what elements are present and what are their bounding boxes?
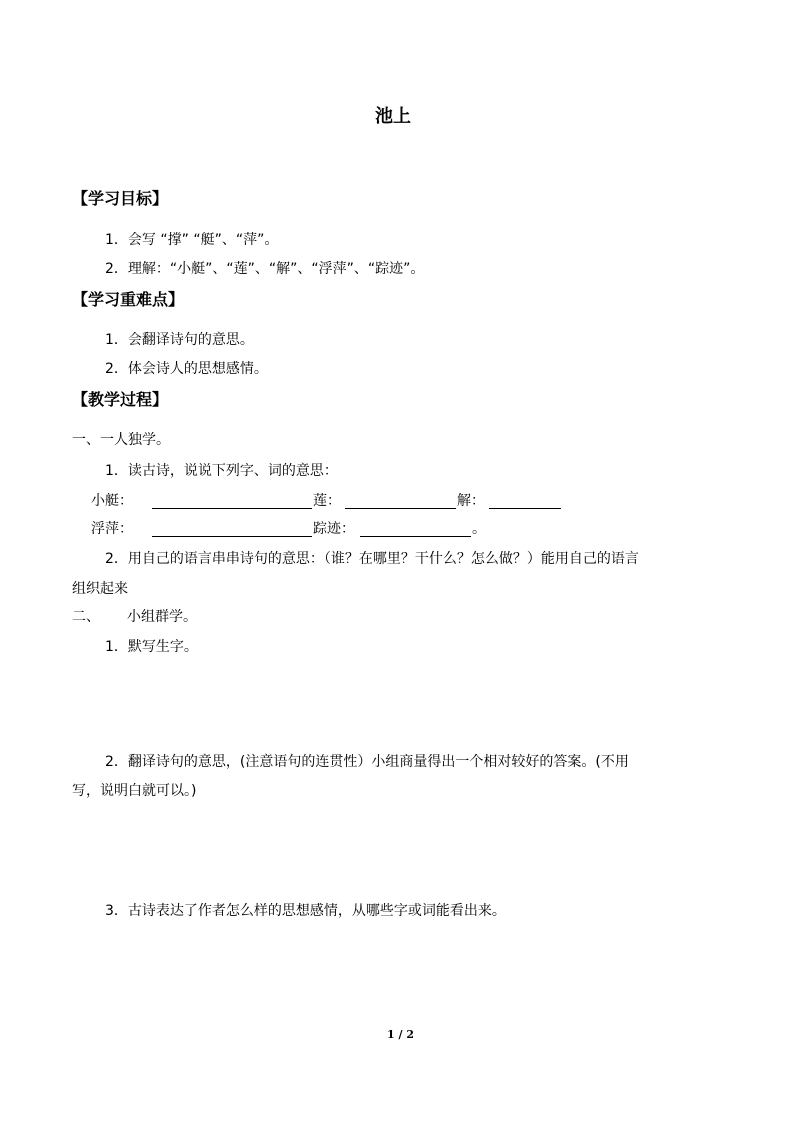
difficulty-item-2: 2．体会诗人的思想感情。 [105, 361, 268, 377]
part2-number: 二、 [72, 609, 100, 625]
page-title: 池上 [375, 106, 411, 127]
fill-label-fuping: 浮萍： [91, 521, 133, 537]
fill-blank-jie[interactable] [489, 508, 561, 509]
part1-question-1: 1．读古诗，说说下列字、词的意思： [105, 463, 338, 479]
fill-blank-xiaoting[interactable] [152, 508, 312, 509]
fill-blank-lian[interactable] [345, 508, 456, 509]
part2-question-2-line1: 2．翻译诗句的意思，(注意语句的连贯性）小组商量得出一个相对较好的答案。(不用 [105, 754, 629, 770]
section-heading-goals: 【学习目标】 [72, 189, 169, 208]
goal-item-1: 1．会写 “撑” “艇”、“萍”。 [105, 232, 279, 248]
difficulty-item-1: 1．会翻译诗句的意思。 [105, 332, 254, 348]
part2-question-2-line2: 写，说明白就可以。) [72, 783, 197, 799]
section-heading-difficulties: 【学习重难点】 [72, 290, 185, 309]
page-number: 1 / 2 [387, 1028, 414, 1041]
fill-label-jie: 解： [457, 493, 485, 509]
part2-question-1: 1．默写生字。 [105, 639, 198, 655]
part1-question-2-line1: 2．用自己的语言串串诗句的意思：（谁？在哪里？干什么？怎么做？）能用自己的语言 [105, 551, 639, 567]
part2-title: 小组群学。 [127, 609, 197, 625]
fill-label-lian: 莲： [313, 493, 341, 509]
part1-title: 一、一人独学。 [72, 432, 170, 448]
goal-item-2: 2．理解：“小艇”、“莲”、“解”、“浮萍”、“踪迹”。 [105, 261, 425, 277]
fill-blank-fuping[interactable] [152, 536, 312, 537]
fill-blank-zongji[interactable] [360, 536, 471, 537]
fill-label-zongji: 踪迹： [313, 521, 355, 537]
part1-question-2-line2: 组织起来 [72, 581, 128, 597]
fill-row2-end: 。 [472, 521, 486, 537]
part2-question-3: 3．古诗表达了作者怎么样的思想感情，从哪些字或词能看出来。 [105, 903, 506, 919]
section-heading-process: 【教学过程】 [72, 390, 169, 409]
fill-label-xiaoting: 小艇： [91, 493, 133, 509]
